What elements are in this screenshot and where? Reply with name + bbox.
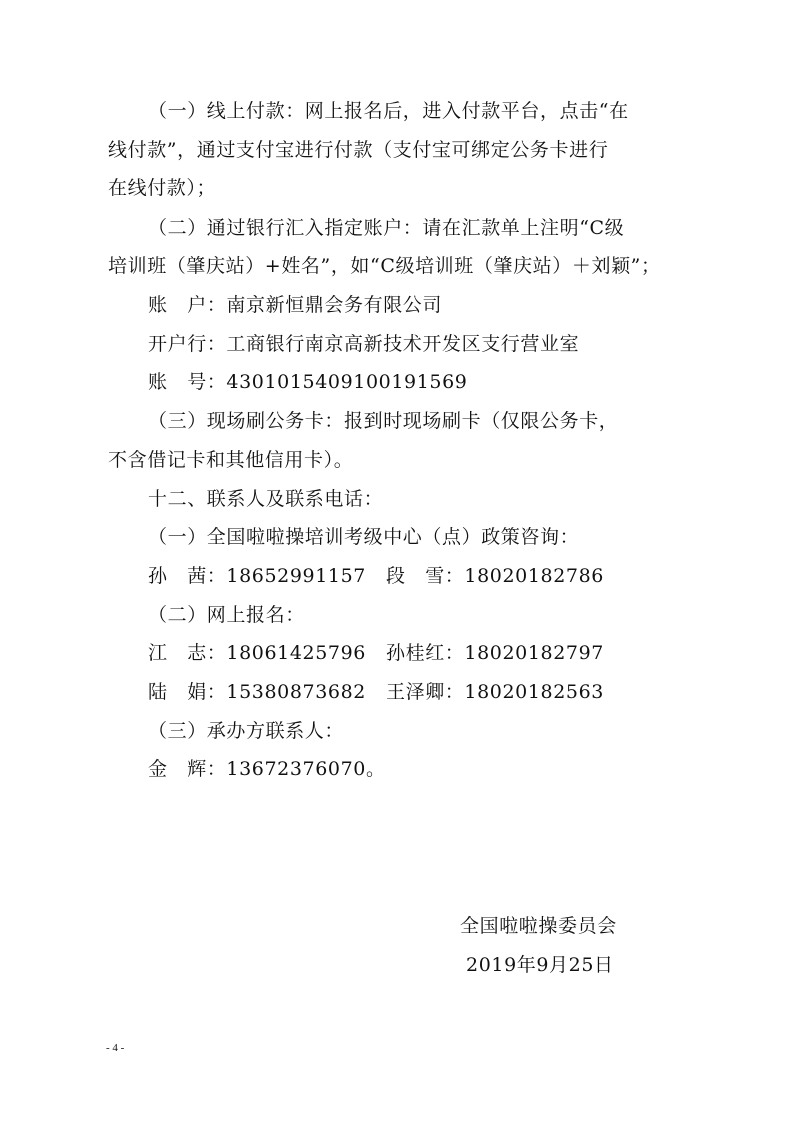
contacts-heading: 十二、联系人及联系电话： — [148, 488, 384, 510]
contact-row — [148, 641, 604, 665]
online-payment-line-1: （一）线上付款：网上报名后，进入付款平台，点击“在 — [148, 100, 629, 122]
signature-date: 2019年9月25日 — [466, 954, 614, 976]
contact-row — [148, 564, 604, 588]
card-payment-line-2: 不含借记卡和其他信用卡）。 — [108, 449, 354, 471]
bank-branch: 开户行：工商银行南京高新技术开发区支行营业室 — [148, 333, 580, 355]
account-name: 账 户：南京新恒鼎会务有限公司 — [148, 294, 443, 316]
card-payment-line-1: （三）现场刷公务卡：报到时现场刷卡（仅限公务卡， — [148, 410, 619, 432]
contact-row — [148, 680, 604, 704]
online-registration-heading: （二）网上报名： — [148, 604, 305, 626]
online-payment-line-3: 在线付款）； — [108, 177, 217, 199]
contact-entry: 段 雪：18020182786 — [386, 565, 604, 587]
contact-entry: 江 志：18061425796 — [148, 642, 366, 664]
host-contact-heading: （三）承办方联系人： — [148, 720, 345, 742]
contact-entry: 孙 茜：18652991157 — [148, 565, 366, 587]
online-payment-line-2: 线付款”，通过支付宝进行付款（支付宝可绑定公务卡进行 — [108, 139, 609, 161]
contact-entry: 王泽卿：18020182563 — [386, 681, 604, 703]
bank-transfer-line-1: （二）通过银行汇入指定账户：请在汇款单上注明“C级 — [148, 217, 625, 239]
page-number: - 4 - — [106, 1042, 125, 1054]
host-contact: 金 辉：13672376070。 — [148, 758, 386, 780]
policy-consult-heading: （一）全国啦啦操培训考级中心（点）政策咨询： — [148, 526, 580, 548]
contact-entry: 孙桂红：18020182797 — [386, 642, 604, 664]
contact-entry: 陆 娟：15380873682 — [148, 681, 366, 703]
account-number: 账 号：4301015409100191569 — [148, 371, 468, 393]
signature-organization: 全国啦啦操委员会 — [460, 915, 617, 937]
bank-transfer-line-2: 培训班（肇庆站）+姓名”，如“C级培训班（肇庆站）＋刘颖”； — [108, 255, 661, 277]
